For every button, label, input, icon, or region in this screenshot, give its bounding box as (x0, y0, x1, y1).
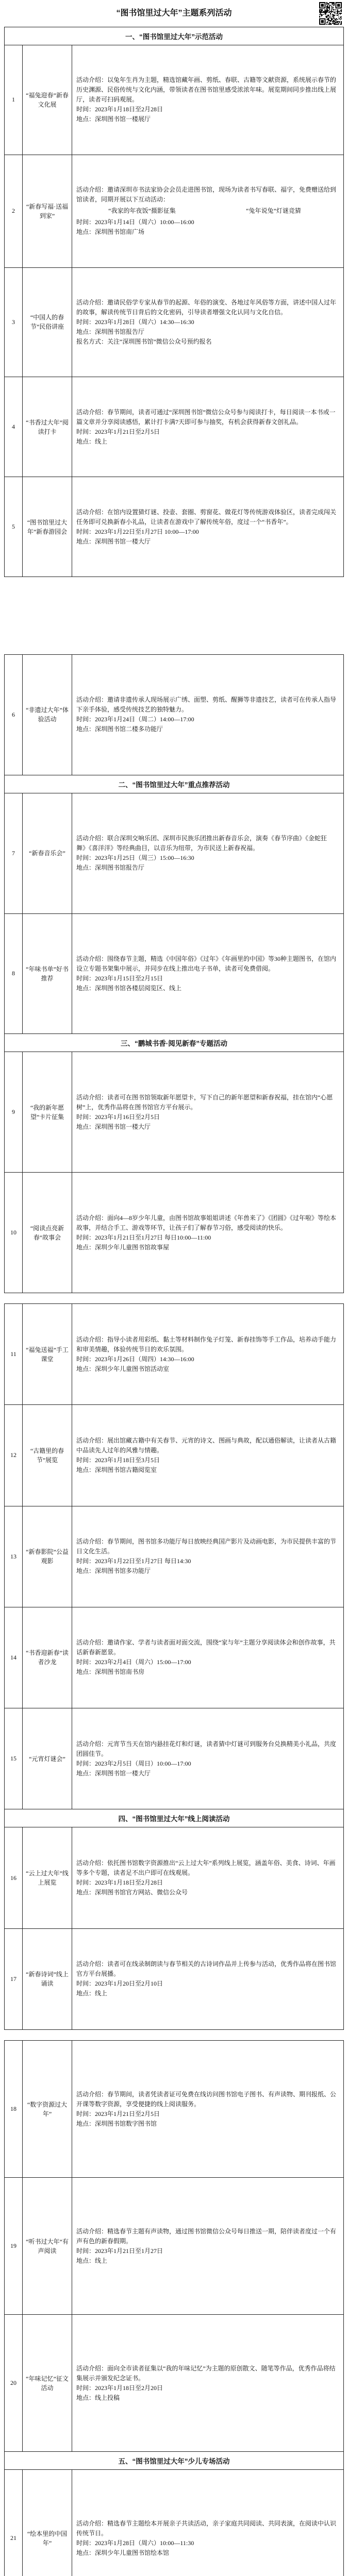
activity-time: 时间：2023年1月18日至2月28日 (76, 1879, 163, 1887)
document-page (4, 654, 344, 1293)
activity-text (76, 1093, 339, 1132)
activity-table (4, 2040, 344, 2576)
activity-location: 地点：深圳少年儿童图书馆故事屋 (76, 1243, 170, 1251)
row-number: 1 (5, 45, 23, 155)
activity-details (72, 1929, 343, 2029)
activity-intro: 活动介绍：指导小读者用彩纸、黏土等材料制作兔子灯笼、新春挂饰等手工作品，培养动手能力和审美情趣，体验传统节日的欢乐氛围。 (76, 1335, 337, 1353)
activity-time: 时间：2023年1月21日至1月27日 每日10:00—11:00 (76, 1233, 211, 1241)
activity-location: 地点：深圳图书馆古籍阅览室 (76, 1466, 157, 1473)
activity-time: 时间：2023年2月4日（周六）15:00—17:00 (76, 1658, 191, 1666)
activity-time: 时间：2023年1月18日至3月5日 (76, 1456, 160, 1464)
activity-text (76, 1213, 339, 1252)
activity-name: “数字资源过大年” (23, 2041, 72, 2177)
activity-row (5, 913, 343, 1034)
activity-intro: 活动介绍：展出馆藏古籍中有关春节、元宵的诗文、图画与典故，配以通俗解读，让读者从古籍中品读先人过年的风雅与情趣。 (76, 1436, 337, 1454)
activity-intro: 活动介绍：在馆内设置猜灯谜、投壶、套圈、剪窗花、做花灯等传统游戏体验区，读者完成闯关任务即可兑换新春小礼品，让读者在游戏中了解传统年俗，度过一个“书香年”。 (76, 508, 337, 526)
activity-location: 地点：深圳图书馆各楼层阅览区、线上 (76, 984, 182, 992)
header-qr (319, 2, 342, 25)
document-page (4, 0, 344, 577)
activity-time: 时间：2023年1月26日（周四）14:30—16:00 (76, 1355, 194, 1363)
activity-note: 报名方式：关注“深圳图书馆”微信公众号预约报名 (76, 337, 212, 345)
qr-code (319, 2, 342, 25)
activity-intro: 活动介绍：邀请民俗学专家从春节的起源、年俗的演变、各地过年风俗等方面，讲述中国人过年的故事，解读传统节日背后的文化密码，引导读者增强文化认同与文化自信。 (76, 298, 337, 316)
activity-intro: 活动介绍：元宵节当天在馆内悬挂花灯和灯谜，读者猜中灯谜可到服务台兑换精美小礼品，共度团圆佳节。 (76, 1740, 337, 1757)
activity-row (5, 377, 343, 477)
activity-row (5, 267, 343, 377)
activity-intro: 活动介绍：面向全市读者征集以“我的年味记忆”为主题的原创散文、随笔等作品，优秀作品将结集展示并颁发纪念证书。 (76, 2364, 336, 2382)
activity-name: “云上过大年”线上展览 (23, 1827, 72, 1928)
activity-row (5, 1052, 343, 1172)
activity-location: 地点：深圳图书馆报告厅 (76, 864, 145, 872)
activity-details (72, 2470, 343, 2576)
activity-intro: 活动介绍：读者可在线录制朗读与春节相关的古诗词作品并上传参与活动，优秀作品将在图书馆官方平台展播。 (76, 1960, 337, 1978)
activity-row (5, 1506, 343, 1607)
activity-intro: 活动介绍：依托图书馆数字资源推出“云上过大年”系列线上展览，涵盖年俗、美食、诗词、年画等多个专题，读者足不出户即可在线观展。 (76, 1859, 336, 1877)
activity-location: 地点：线上投稿 (76, 2394, 120, 2401)
row-number: 19 (5, 2178, 23, 2314)
activity-text (76, 2519, 339, 2558)
activity-text (76, 1335, 339, 1374)
activity-name: “福兔送福”手工课堂 (23, 1304, 72, 1404)
activity-text (76, 2227, 339, 2266)
activity-time: 时间：2023年1月16日至2月5日 (76, 1113, 160, 1121)
activity-time: 时间：2023年2月5日（周日）10:00—17:00 (76, 1759, 191, 1767)
activity-time: 时间：2023年1月28日（周六）10:00—11:30 (76, 2539, 194, 2547)
activity-time: 时间：2023年1月21日至1月27日 (76, 2247, 163, 2255)
activity-time: 时间：2023年1月22日至1月27日 10:00—17:00 (76, 528, 199, 535)
activity-location: 地点：深圳图书馆一楼大厅 (76, 1123, 151, 1130)
row-number: 16 (5, 1827, 23, 1928)
activity-row (5, 1928, 343, 2029)
activity-row (5, 45, 343, 155)
activity-time: 时间：2023年1月20日至2月10日 (76, 1980, 163, 1988)
row-number: 8 (5, 914, 23, 1034)
activity-text (76, 408, 339, 447)
activity-name: “元宵灯谜会” (23, 1708, 72, 1809)
activity-intro: 活动介绍：邀请深圳市书法家协会会员走进图书馆，现场为读者书写春联、福字，免费赠送给到馆读者，同期开展以下互动活动： (76, 186, 337, 204)
activity-name: “中国人的春节”民俗讲座 (23, 268, 72, 377)
activity-details (72, 2315, 343, 2451)
activity-details (72, 268, 343, 377)
activity-time: 时间：2023年1月28日（周六）14:30—16:30 (76, 318, 194, 326)
activity-name: “新春写福·送福到家” (23, 155, 72, 267)
activity-details (72, 377, 343, 477)
activity-intro: 活动介绍：联合深圳交响乐团、深圳市民族乐团推出新春音乐会，演奏《春节序曲》《金蛇狂舞》《喜洋洋》等经典曲目，以音乐为纽带，为市民送上新春祝福。 (76, 835, 327, 852)
activity-intro: 活动介绍：以兔年生肖为主题，精选馆藏年画、剪纸、春联、古籍等文献资源，系统展示春节的历史渊源、民俗传统与文化内涵，带领读者在图书馆里感受浓浓年味。展览期间同步推出线上展厅，读者可扫码观展。 (76, 76, 337, 104)
activity-location: 地点：深圳图书馆一楼展厅 (76, 115, 151, 123)
activity-details (72, 1506, 343, 1607)
activity-location: 地点：深圳图书馆二楼多功能厅 (76, 725, 163, 733)
activity-name: “新春诗词”线上诵读 (23, 1929, 72, 2029)
activity-text (76, 75, 339, 124)
activity-details (72, 1304, 343, 1404)
activity-intro: 活动介绍：精选春节主题有声读物，通过图书馆微信公众号每日推送一期，陪伴读者度过一个有声有色的新春假期。 (76, 2227, 337, 2245)
document-title: “图书馆里过大年”主题系列活动 (116, 9, 232, 18)
activity-intro: 活动介绍：面向4—8岁少年儿童，由图书馆故事姐姐讲述《年兽来了》《团圆》《过年啦》等绘本故事，并结合手工、游戏等环节，让孩子们了解春节习俗，感受阅读的快乐。 (76, 1214, 337, 1231)
activity-table (4, 1303, 344, 2030)
row-number: 12 (5, 1405, 23, 1505)
activity-location: 地点：深圳少年儿童图书馆活动室 (76, 1365, 170, 1372)
activity-name: “书香迎新春”读者沙龙 (23, 1607, 72, 1708)
activity-name: “新春音乐会” (23, 793, 72, 913)
activity-details (72, 1607, 343, 1708)
activity-text (76, 1858, 339, 1897)
document-page (4, 2040, 344, 2576)
section-heading: 四、“图书馆里过大年”线上阅读活动 (5, 1809, 343, 1827)
activity-name: “年味书单”好书推荐 (23, 914, 72, 1034)
activity-row (5, 2041, 343, 2177)
activity-time: 时间：2023年1月22日至1月27日 每日14:30 (76, 1557, 191, 1565)
activity-details (72, 2178, 343, 2314)
activity-intro: 活动介绍：精选春节主题绘本开展亲子共读活动，亲子家庭共同阅读、共同表演，在阅读中认识传统节日。 (76, 2519, 337, 2537)
activity-text (76, 1638, 339, 1677)
activity-text (76, 2090, 339, 2129)
section-heading: 二、“图书馆里过大年”重点推荐活动 (5, 775, 343, 793)
document-page (4, 1303, 344, 2030)
row-number: 5 (5, 477, 23, 577)
activity-text (76, 298, 339, 347)
activity-time: 时间：2023年1月18日至2月20日 (76, 2384, 163, 2392)
activity-row (5, 155, 343, 267)
activity-text (76, 1436, 339, 1475)
row-number: 17 (5, 1929, 23, 2029)
activity-intro: 活动介绍：春节期间，读者可通过“深圳图书馆”微信公众号参与阅读打卡，每日阅读一本书或一篇文章并分享阅读感悟，累计打卡满7天即可参与抽奖，有机会获得新春文创礼品。 (76, 408, 336, 426)
activity-details (72, 1173, 343, 1293)
activity-text (76, 1537, 339, 1576)
activity-row (5, 1404, 343, 1505)
activity-text (76, 695, 339, 734)
activity-details (72, 914, 343, 1034)
row-number: 6 (5, 655, 23, 775)
activity-details (72, 1708, 343, 1809)
activity-name: “古籍里的春节”展览 (23, 1405, 72, 1505)
activity-intro: 活动介绍：围绕春节主题，精选《中国年俗》《过年》《年画里的中国》等30种主题图书，在馆内设立专题书架集中展示，并同步在线上推出电子书单，读者可免费借阅。 (76, 955, 337, 972)
activity-intro: 活动介绍：邀请非遗传承人现场展示广绣、面塑、剪纸、醒狮等非遗技艺，读者可在传承人指导下亲手体验，感受传统技艺的独特魅力。 (76, 696, 337, 714)
activity-time: 时间：2023年1月21日至2月5日 (76, 2110, 160, 2117)
activity-name: “绘本里的中国年” (23, 2470, 72, 2576)
activity-name: “我的新年愿望”卡片征集 (23, 1052, 72, 1172)
activity-details (72, 1827, 343, 1928)
activity-location: 地点：深圳图书馆数字图书馆 (76, 2120, 157, 2127)
activity-location: 地点：线上 (76, 2257, 108, 2264)
activity-name: “听书过大年”有声阅读 (23, 2178, 72, 2314)
activity-details (72, 45, 343, 155)
document-header (4, 0, 344, 27)
section-heading: 五、“图书馆里过大年”少儿专场活动 (5, 2451, 343, 2469)
row-number: 11 (5, 1304, 23, 1404)
activity-details (72, 477, 343, 577)
activity-text (76, 185, 339, 237)
activity-location: 地点：线上 (76, 1990, 108, 1997)
activity-details (72, 655, 343, 775)
activity-tag: “兔年说兔”灯谜竞猜 (246, 207, 301, 215)
row-number: 3 (5, 268, 23, 377)
row-number: 18 (5, 2041, 23, 2177)
activity-details (72, 155, 343, 267)
activity-location: 地点：深圳图书馆南书房 (76, 1668, 145, 1676)
activity-row (5, 2314, 343, 2451)
row-number: 20 (5, 2315, 23, 2451)
activity-intro: 活动介绍：读者可在图书馆领取新年愿望卡，写下自己的新年愿望和新春祝福，挂在馆内“心愿树”上，优秀作品将在图书馆官方平台展示。 (76, 1093, 333, 1111)
activity-row (5, 1304, 343, 1404)
row-number: 15 (5, 1708, 23, 1809)
activity-text (76, 2364, 339, 2403)
activity-location: 地点：深圳图书馆报告厅 (76, 328, 145, 335)
section-heading: 三、“鹏城书香·阅见新春”专题活动 (5, 1033, 343, 1052)
activity-details (72, 2041, 343, 2177)
row-number: 10 (5, 1173, 23, 1293)
activity-location: 地点：深圳图书馆官方网站、微信公众号 (76, 1889, 188, 1896)
row-number: 21 (5, 2470, 23, 2576)
activity-text (76, 507, 339, 547)
activity-text (76, 834, 339, 873)
activity-table (4, 27, 344, 577)
activity-location: 地点：深圳图书馆多功能厅 (76, 1567, 151, 1575)
activity-row (5, 655, 343, 775)
activity-name: “年味记忆”征文活动 (23, 2315, 72, 2451)
activity-location: 地点：线上 (76, 437, 108, 445)
activity-location: 地点：深圳图书馆一楼大厅 (76, 1769, 151, 1777)
activity-text (76, 1739, 339, 1778)
activity-time: 时间：2023年1月18日至2月28日 (76, 106, 163, 113)
activity-name: “非遗过大年”体验活动 (23, 655, 72, 775)
activity-time: 时间：2023年1月14日（周六）10:00—16:00 (76, 218, 194, 226)
activity-details (72, 1405, 343, 1505)
activity-time: 时间：2023年1月15日至2月15日 (76, 974, 163, 982)
activity-tag: “我家的年夜饭”摄影征集 (108, 207, 176, 215)
activity-name: “福兔迎春”新春文化展 (23, 45, 72, 155)
activity-location: 地点：深圳图书馆一楼大厅 (76, 537, 151, 545)
row-number: 2 (5, 155, 23, 267)
activity-intro: 活动介绍：邀请作家、学者与读者面对面交流，围绕“家与年”主题分享阅读体会和创作故事，共话新春新愿景。 (76, 1639, 336, 1656)
activity-table (4, 654, 344, 1293)
row-number: 4 (5, 377, 23, 477)
activity-intro: 活动介绍：春节期间，读者凭读者证可免费在线访问图书馆电子图书、有声读物、期刊报纸、公开课等数字资源，享受便捷的线上阅读服务。 (76, 2090, 337, 2108)
activity-text (76, 954, 339, 993)
activity-row (5, 477, 343, 577)
activity-row (5, 1708, 343, 1809)
activity-name: “书香过大年”阅读打卡 (23, 377, 72, 477)
activity-tags (76, 206, 339, 216)
activity-name: “图书馆里过大年”新春游园会 (23, 477, 72, 577)
activity-row (5, 793, 343, 913)
activity-text (76, 1959, 339, 1998)
row-number: 7 (5, 793, 23, 913)
activity-row (5, 2177, 343, 2314)
activity-location: 地点：深圳少年儿童图书馆绘本馆 (76, 2549, 170, 2556)
activity-row (5, 1827, 343, 1928)
activity-row (5, 1607, 343, 1708)
activity-time: 时间：2023年1月24日（周二）14:00—17:00 (76, 716, 194, 723)
section-heading: 一、“图书馆里过大年”示范活动 (125, 33, 223, 41)
activity-time: 时间：2023年1月25日（周三）15:00—16:30 (76, 854, 194, 862)
row-number: 9 (5, 1052, 23, 1172)
activity-location: 地点：深圳图书馆南广场 (76, 228, 145, 236)
activity-intro: 活动介绍：春节期间，图书馆多功能厅每日放映经典国产影片及动画电影，为市民提供丰富的节日文化生活。 (76, 1538, 337, 1555)
activity-details (72, 1052, 343, 1172)
row-number: 13 (5, 1506, 23, 1607)
activity-details (72, 793, 343, 913)
activity-row (5, 2469, 343, 2576)
activity-row (5, 1172, 343, 1293)
activity-time: 时间：2023年1月21日至2月5日 (76, 428, 160, 435)
row-number: 14 (5, 1607, 23, 1708)
activity-name: “阅读点亮新春”故事会 (23, 1173, 72, 1293)
activity-name: “新春影院”公益观影 (23, 1506, 72, 1607)
